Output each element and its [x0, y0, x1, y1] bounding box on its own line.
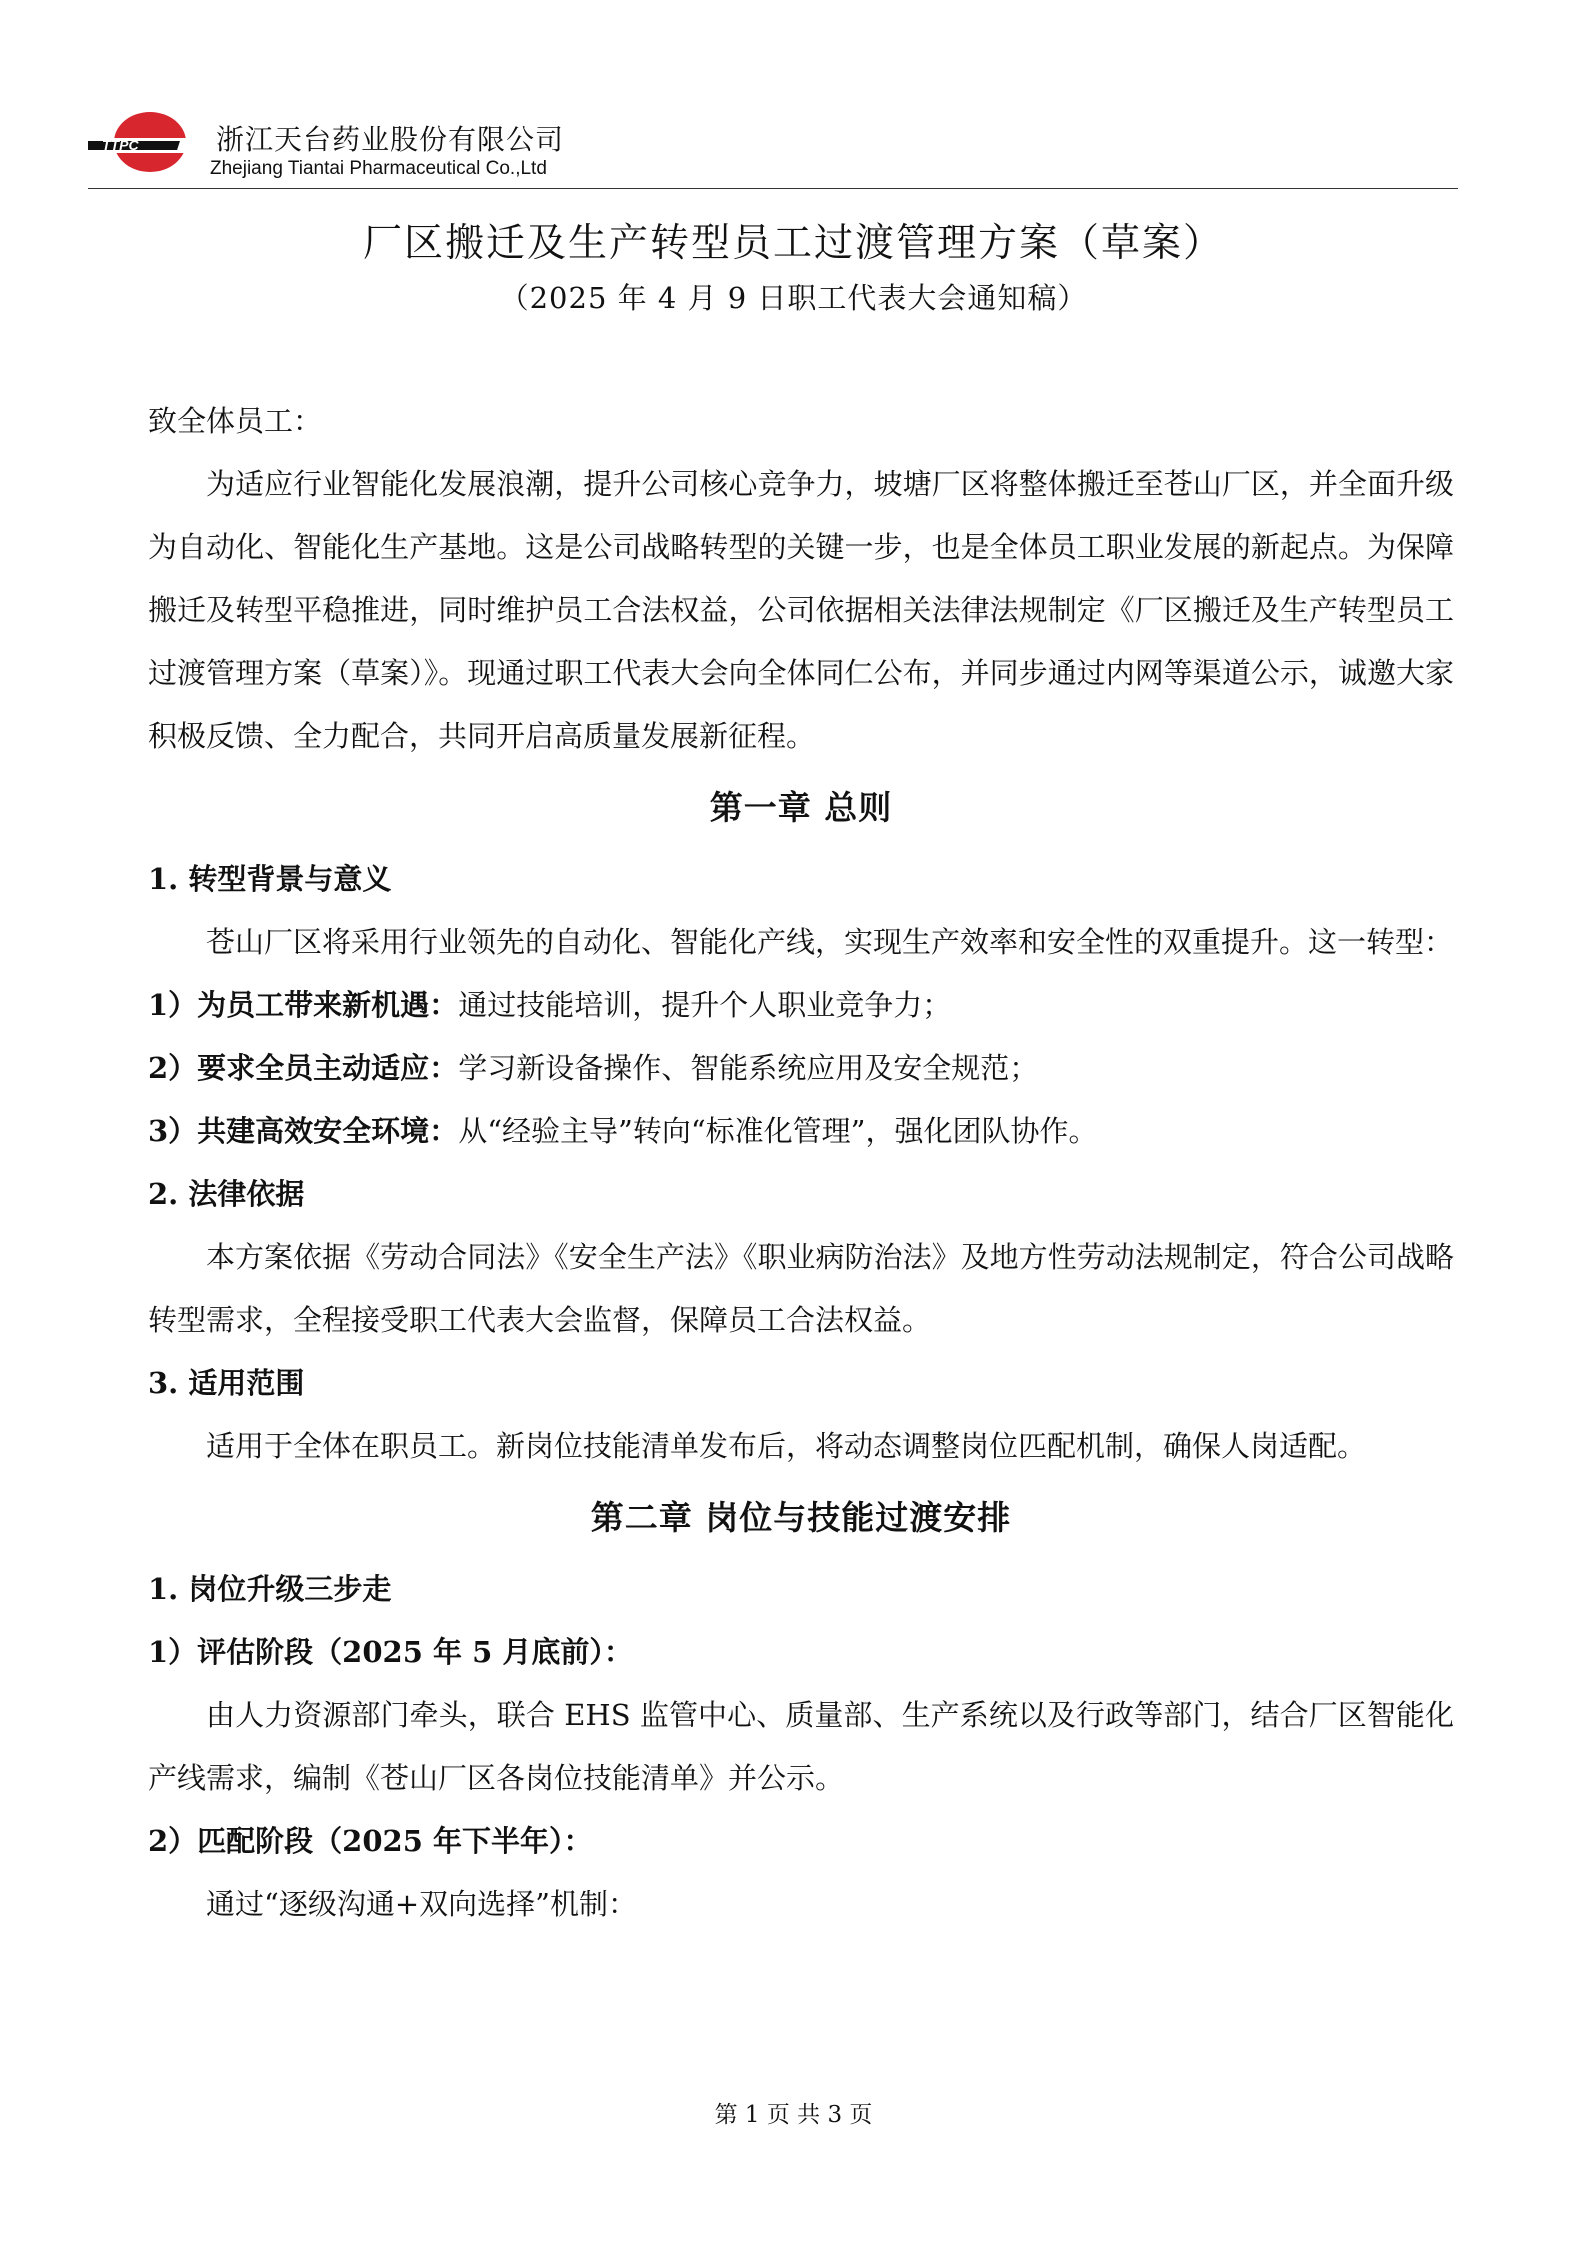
- paragraph: 适用于全体在职员工。新岗位技能清单发布后，将动态调整岗位匹配机制，确保人岗适配。: [206, 1429, 1367, 1463]
- header-divider: [88, 188, 1458, 189]
- section-heading: 3. 适用范围: [148, 1366, 305, 1400]
- chapter-1-title: 第一章 总则: [709, 788, 893, 827]
- section-heading: 2. 法律依据: [148, 1177, 305, 1211]
- list-item: [148, 1100, 1454, 1163]
- company-name-en: Zhejiang Tiantai Pharmaceutical Co.,Ltd: [210, 158, 547, 179]
- svg-text:TTPC: TTPC: [102, 137, 139, 153]
- list-item-label: 2）要求全员主动适应：: [148, 1051, 459, 1085]
- list-item-text: 从“经验主导”转向“标准化管理”，强化团队协作。: [458, 1114, 1098, 1148]
- section-heading: 1. 转型背景与意义: [148, 862, 392, 896]
- list-item: [148, 974, 1454, 1037]
- document-title: 厂区搬迁及生产转型员工过渡管理方案（草案）: [362, 221, 1224, 266]
- list-item-label: 1）为员工带来新机遇：: [148, 988, 459, 1022]
- paragraph: 由人力资源部门牵头，联合 EHS 监管中心、质量部、生产系统以及行政等部门，结合厂区智能化产线需求，编制《苍山厂区各岗位技能清单》并公示。: [148, 1698, 1454, 1795]
- document-subtitle: （2025 年 4 月 9 日职工代表大会通知稿）: [499, 281, 1088, 315]
- intro-paragraph: 为适应行业智能化发展浪潮，提升公司核心竞争力，坡塘厂区将整体搬迁至苍山厂区，并全面升级为自动化、智能化生产基地。这是公司战略转型的关键一步，也是全体员工职业发展的新起点。为保障搬迁及转型平稳推进，同时维护员工合法权益，公司依据相关法律法规制定《厂区搬迁及生产转型员工过渡管理方案（草案）》。现通过职工代表大会向全体同仁公布，并同步通过内网等渠道公示，诚邀大家积极反馈、全力配合，共同开启高质量发展新征程。: [148, 467, 1454, 753]
- company-name-cn: 浙江天台药业股份有限公司: [216, 123, 565, 156]
- company-logo-icon: [88, 104, 198, 186]
- list-item-text: 通过技能培训，提升个人职业竞争力；: [458, 988, 952, 1022]
- page-number: 第 1 页 共 3 页: [714, 2102, 873, 2128]
- phase-heading: 1）评估阶段（2025 年 5 月底前）：: [148, 1635, 633, 1669]
- letterhead: [88, 100, 1458, 192]
- list-item-text: 学习新设备操作、智能系统应用及安全规范；: [458, 1051, 1039, 1085]
- section-heading: 1. 岗位升级三步走: [148, 1572, 392, 1606]
- salutation: 致全体员工：: [148, 404, 323, 438]
- phase-heading: 2）匹配阶段（2025 年下半年）：: [148, 1824, 593, 1858]
- paragraph: 苍山厂区将采用行业领先的自动化、智能化产线，实现生产效率和安全性的双重提升。这一转型：: [206, 925, 1454, 959]
- paragraph: 通过“逐级沟通+双向选择”机制：: [206, 1887, 637, 1921]
- list-item: [148, 1037, 1454, 1100]
- document-body: [148, 390, 1454, 1936]
- paragraph: 本方案依据《劳动合同法》《安全生产法》《职业病防治法》及地方性劳动法规制定，符合公司战略转型需求，全程接受职工代表大会监督，保障员工合法权益。: [148, 1240, 1454, 1337]
- chapter-2-title: 第二章 岗位与技能过渡安排: [590, 1498, 1012, 1537]
- list-item-label: 3）共建高效安全环境：: [148, 1114, 459, 1148]
